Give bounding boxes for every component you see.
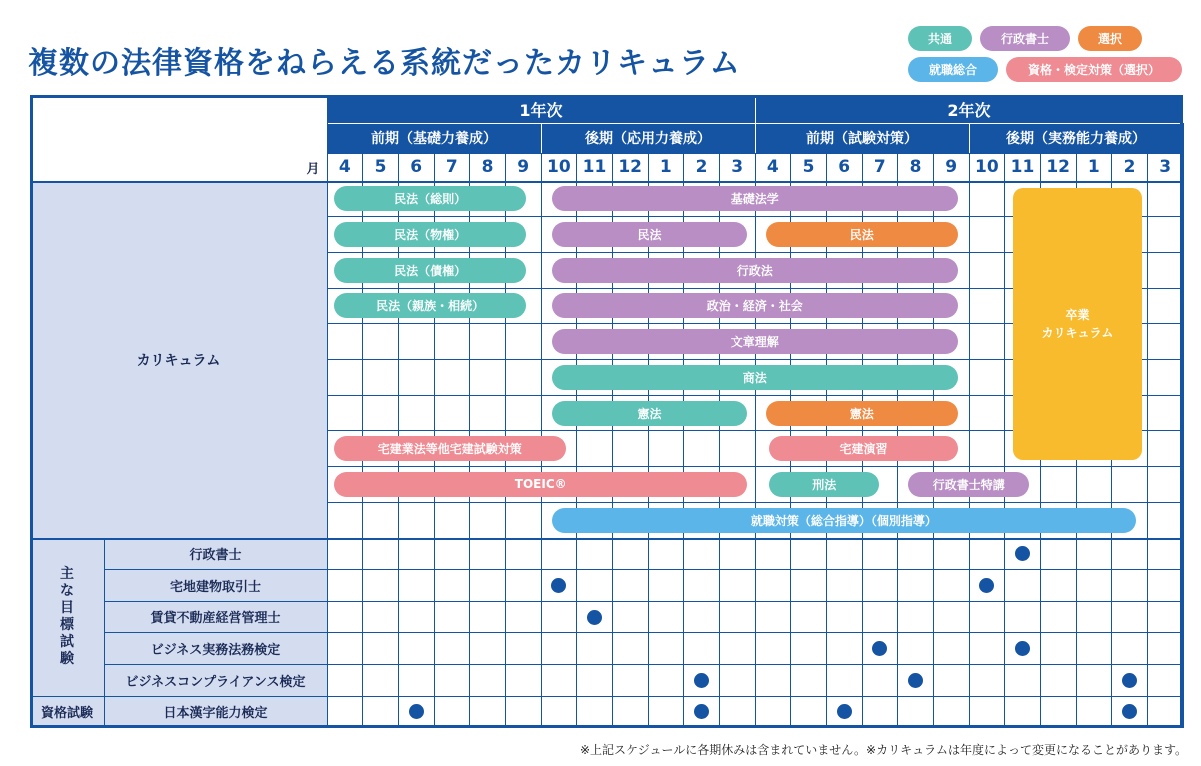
goal-exam-char: 主: [60, 566, 74, 582]
course-bar: 行政書士特講: [908, 472, 1029, 497]
course-bar: 就職対策（総合指導）（個別指導）: [552, 508, 1137, 533]
month-header: 10: [546, 157, 571, 177]
course-bar: 文章理解: [552, 329, 958, 354]
month-header: 1: [659, 157, 672, 177]
month-header: 4: [338, 157, 351, 177]
course-bar: 憲法: [766, 401, 958, 426]
year-header: 2年次: [755, 95, 1183, 123]
page-title: 複数の法律資格をねらえる系統だったカリキュラム: [28, 46, 741, 81]
goal-exam-char: 試: [60, 634, 74, 650]
legend-common: 共通: [908, 26, 972, 51]
curriculum-label: カリキュラム: [136, 352, 221, 369]
exam-name: 行政書士: [189, 548, 242, 564]
exam-label: 資格試験: [40, 706, 93, 722]
course-bar: 民法（物権）: [334, 222, 526, 247]
exam-name: 賃貸不動産経営管理士: [150, 611, 281, 627]
month-header: 12: [1046, 157, 1070, 177]
term-header: 後期（応用力養成）: [541, 123, 755, 153]
graduation-block: [1013, 188, 1143, 460]
exam-name: 日本漢字能力検定: [163, 706, 268, 722]
month-header: 12: [618, 157, 642, 177]
graduation-label: 卒業: [1065, 307, 1090, 322]
course-bar: 民法（親族・相続）: [334, 293, 526, 318]
exam-name: ビジネスコンプライアンス検定: [125, 674, 306, 690]
course-bar: 政治・経済・社会: [552, 293, 958, 318]
course-bar: 憲法: [552, 401, 748, 426]
course-bar: 刑法: [769, 472, 879, 497]
month-header: 7: [873, 157, 886, 177]
month-header: 6: [410, 157, 423, 177]
goal-exam-char: 標: [60, 617, 74, 633]
course-bar: 宅建演習: [769, 436, 958, 461]
term-header: 前期（試験対策）: [755, 123, 969, 153]
month-header: 3: [1159, 157, 1172, 177]
term-header: 前期（基礎力養成）: [327, 123, 541, 153]
month-header: 6: [838, 157, 851, 177]
course-bar: 商法: [552, 365, 958, 390]
exam-mark: [908, 673, 923, 688]
month-header: 2: [1123, 157, 1136, 177]
course-bar: 民法（債権）: [334, 258, 526, 283]
course-bar: 民法: [766, 222, 958, 247]
exam-mark: [409, 704, 424, 719]
footnote: ※上記スケジュールに各期休みは含まれていません。※カリキュラムは年度によって変更になることがあります。: [579, 743, 1187, 757]
course-bar: 宅建業法等他宅建試験対策: [334, 436, 566, 461]
month-header: 1: [1087, 157, 1100, 177]
month-header: 10: [974, 157, 999, 177]
legend-shushoku: 就職総合: [908, 57, 998, 82]
month-label: 月: [306, 161, 320, 177]
month-header: 3: [731, 157, 744, 177]
course-bar: 民法: [552, 222, 748, 247]
course-bar: 基礎法学: [552, 186, 958, 211]
month-header: 8: [909, 157, 922, 177]
exam-mark: [587, 610, 602, 625]
month-header: 5: [374, 157, 387, 177]
exam-mark: [837, 704, 852, 719]
month-header: 4: [766, 157, 779, 177]
term-header: 後期（実務能力養成）: [969, 123, 1183, 153]
course-bar: 行政法: [552, 258, 958, 283]
month-header: 7: [445, 157, 458, 177]
course-bar: TOEIC®: [334, 472, 747, 497]
legend-shikaku: 資格・検定対策（選択）: [1006, 57, 1182, 82]
month-header: 5: [802, 157, 815, 177]
exam-mark: [1122, 673, 1137, 688]
year-header: 1年次: [327, 95, 755, 123]
month-header: 11: [582, 157, 607, 177]
legend-gyosei: 行政書士: [980, 26, 1070, 51]
goal-exam-label: [30, 538, 104, 696]
course-bar: 民法（総則）: [334, 186, 526, 211]
month-header: 8: [481, 157, 494, 177]
month-header: 9: [517, 157, 530, 177]
legend-select: 選択: [1078, 26, 1142, 51]
goal-exam-char: 験: [60, 651, 74, 667]
exam-name: 宅地建物取引士: [169, 579, 261, 595]
grid-line-h: [327, 153, 1183, 154]
month-header: 9: [945, 157, 958, 177]
exam-mark: [1015, 641, 1030, 656]
month-header: 11: [1010, 157, 1035, 177]
month-header: 2: [695, 157, 708, 177]
goal-exam-char: 目: [60, 600, 74, 616]
exam-mark: [694, 673, 709, 688]
exam-name: ビジネス実務法務検定: [150, 643, 281, 659]
goal-exam-char: な: [60, 583, 74, 599]
graduation-label: カリキュラム: [1041, 325, 1114, 340]
